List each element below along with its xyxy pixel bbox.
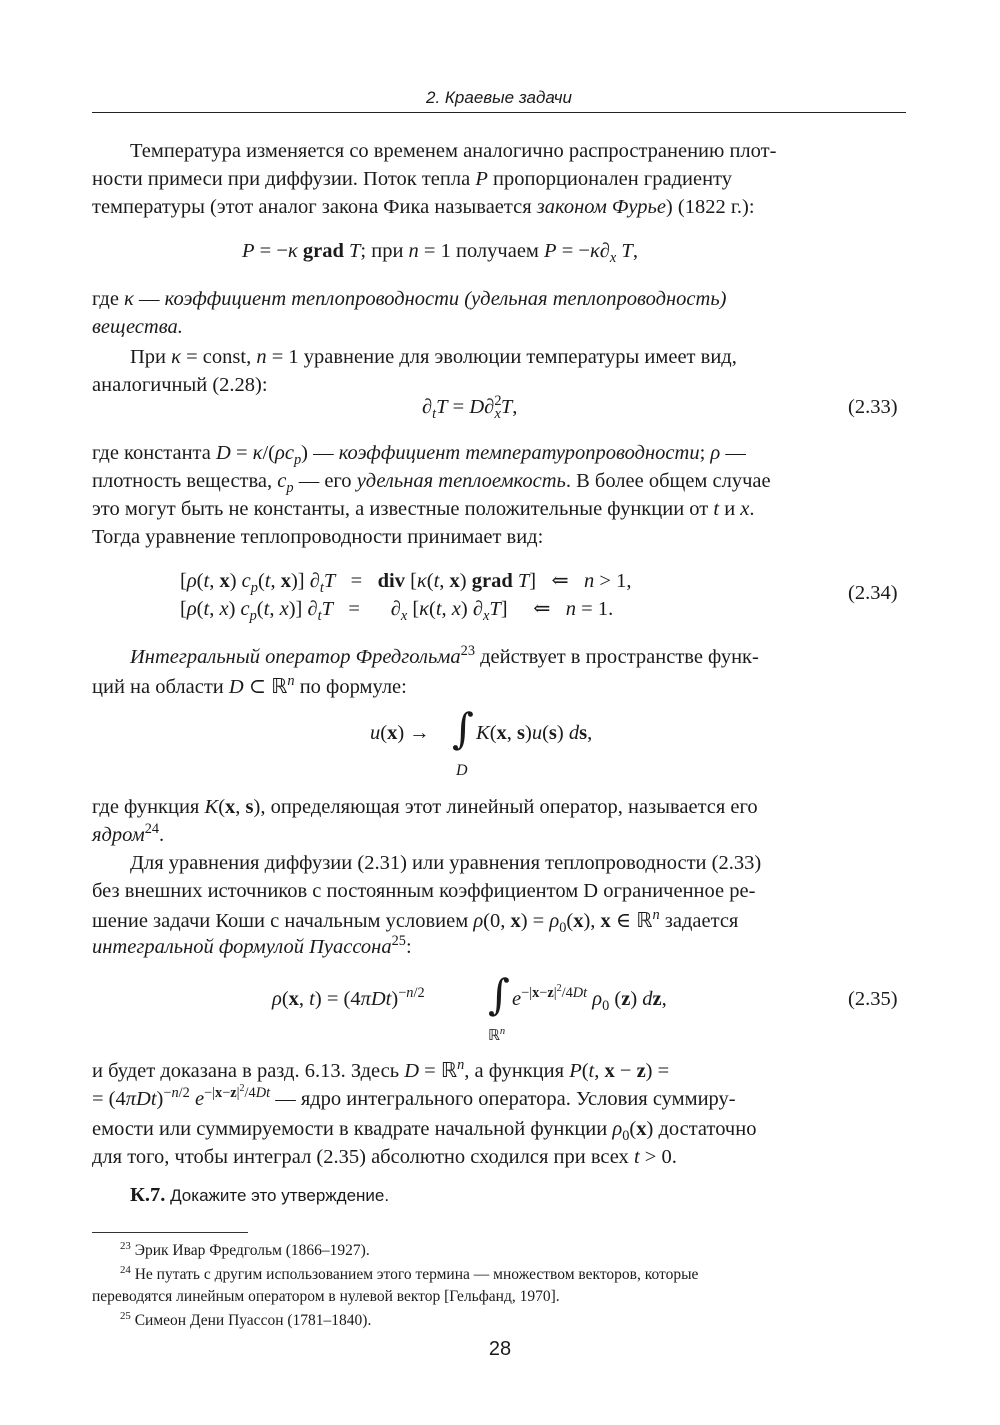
eq-text: получаем — [450, 240, 545, 262]
integral-domain: D — [456, 762, 468, 779]
body-text: Тогда уравнение теплопроводности принимает вид: — [92, 526, 544, 548]
body-text: где функция — [92, 796, 205, 818]
equation-2-33: $\partial_tT = D\partial^2_xT$, — [422, 393, 518, 423]
term-italic: вещества. — [92, 316, 183, 338]
body-text: для того, чтобы интеграл (2.35) абсолютно сходился при всех — [92, 1146, 634, 1168]
header-rule — [92, 112, 906, 113]
footnote-ref: 24 — [144, 821, 160, 838]
body-line — [92, 168, 906, 191]
body-text: по формуле: — [294, 676, 407, 698]
body-text: где — [92, 288, 125, 310]
body-line: для того, чтобы интеграл (2.35) абсолютно сходился при всех t > 0. — [92, 1146, 677, 1168]
term-italic: удельная теплоемкость — [356, 470, 566, 492]
body-line: плотность вещества, $c_p$ — его удельная теплоемкость. В более общем случае — [92, 470, 771, 497]
body-text: емости или суммируемости в квадрате начальной функции — [92, 1118, 613, 1140]
body-text: , а функция — [464, 1060, 570, 1082]
body-line: шение задачи Коши с начальным условием ρ(0, $x) = \rho_0(x)$, x ∈ ℝ$^n$ задается — [92, 907, 739, 937]
body-line — [92, 526, 543, 549]
body-text: достаточно — [653, 1118, 757, 1140]
exercise-label: К.7. — [130, 1184, 166, 1206]
footnote-ref: 23 — [460, 643, 475, 660]
body-line — [92, 196, 906, 219]
term-italic: коэффициент температуропроводности — [338, 442, 700, 464]
footnote-mark: 23 — [120, 1239, 131, 1252]
footnote — [120, 1264, 906, 1286]
integral-sign: ∫ — [452, 704, 474, 753]
footnote-text: Симеон Дени Пуассон (1781–1840). — [130, 1312, 372, 1329]
body-text: это могут быть не константы, а известные положительные функции от — [92, 498, 714, 520]
footnote — [120, 1310, 906, 1332]
eq-text: ; при — [360, 240, 409, 262]
body-text: При — [130, 346, 172, 368]
running-header: 2. Краевые задачи — [426, 88, 572, 107]
body-line — [130, 643, 906, 669]
equation-number: (2.34) — [848, 582, 898, 604]
body-text: и будет доказана в разд. 6.13. Здесь — [92, 1060, 405, 1082]
exercise-k7 — [130, 1184, 389, 1207]
body-line — [130, 140, 906, 163]
body-line: где κ — коэффициент теплопроводности (удельная теплопроводность) — [92, 288, 727, 310]
footnote-mark: 24 — [120, 1263, 131, 1276]
body-text: . В более общем случае — [565, 470, 771, 492]
body-text: аналогичный (2.28): — [92, 374, 268, 396]
body-line — [92, 316, 183, 339]
body-line: емости или суммируемости в квадрате начальной функции $\rho_0(x)$ достаточно — [92, 1118, 757, 1145]
body-text: шение задачи Коши с начальным условием — [92, 910, 474, 932]
body-text: — ядро интегрального оператора. Условия суммиру- — [270, 1088, 736, 1110]
math-var: P — [475, 168, 488, 190]
body-text: задается — [659, 910, 739, 932]
body-line: интегральной формулой Пуассона$^{25}$: — [92, 933, 412, 958]
term-italic: коэффициент теплопроводности (удельная теплопроводность) — [164, 288, 727, 310]
body-line: = $(4\pi Dt)^{-n/2}$ $e^{-|x-z|^2/4Dt}$ — ядро интегрального оператора. Условия суммиру- — [92, 1083, 736, 1110]
footnote-mark: 25 — [120, 1309, 131, 1322]
body-text: где константа — [92, 442, 216, 464]
body-line: При κ = const, n = 1 уравнение для эволюции температуры имеет вид, — [130, 346, 737, 368]
equation-2-35-integrand: $e^{-|x-z|^2/4Dt}$ $\rho_0$ (z) dz, — [512, 983, 667, 1015]
body-text: — его — [293, 470, 357, 492]
term-italic: интегральной формулой Пуассона — [92, 936, 392, 958]
term-italic: ядром — [92, 824, 145, 846]
body-text: температуры (этот аналог закона Фика называется — [92, 196, 537, 218]
body-text: Температура изменяется со временем аналогично распространению плот- — [130, 140, 777, 162]
integral-sign: ∫ — [488, 970, 510, 1019]
body-line: ций на области D ⊂ ℝ$^n$ по формуле: — [92, 673, 407, 698]
body-line — [92, 374, 268, 397]
body-line: где константа $D = \kappa/(\rho c_p)$ — коэффициент температуропроводности; ρ — — [92, 442, 746, 469]
footnote-text: Не путать с другим использованием этого термина — множеством векторов, которые — [130, 1266, 699, 1283]
footnote-ref: 25 — [391, 933, 406, 950]
equation-number: (2.33) — [848, 396, 898, 418]
equation-number: (2.35) — [848, 988, 898, 1010]
term-italic: Интегральный оператор Фредгольма — [130, 646, 461, 668]
page-number: 28 — [488, 1338, 512, 1360]
body-line: это могут быть не константы, а известные положительные функции от t и x. — [92, 498, 755, 520]
body-text: Для уравнения диффузии (2.31) или уравнения теплопроводности (2.33) — [130, 852, 762, 874]
body-line: и будет доказана в разд. 6.13. Здесь D = ℝ$^n$, а функция P(t, x − z) = — [92, 1057, 670, 1082]
footnote-continuation — [92, 1286, 906, 1308]
body-text: действует в пространстве функ- — [474, 646, 759, 668]
equation-fourier: P = −κ grad T; при n = 1 получаем $P = -\kappa\partial_x$ T, — [242, 240, 638, 267]
body-line: ядром$^{24}$. — [92, 821, 165, 846]
footnote-text: Эрик Ивар Фредгольм (1866–1927). — [130, 1242, 370, 1259]
equation-fredholm: u(x) → — [370, 722, 430, 744]
equation-2-35: ρ(x, $t) = (4\pi Dt)^{-n/2}$ — [272, 985, 425, 1010]
body-text: без внешних источников с постоянным коэффициентом D ограниченное ре- — [92, 880, 756, 902]
body-text: ций на области — [92, 676, 229, 698]
equation-2-34-row2: [ρ(t, x) $c_p(t$, x)] $\partial_tT$ = $\partial_x$ [κ(t, x) $\partial_xT$] ⇐ n = 1. — [180, 598, 614, 625]
body-text: ) (1822 г.): — [665, 196, 755, 218]
equation-2-34-row1: [ρ(t, x) $c_p(t$, x)] $\partial_tT$ = div [κ(t, x) grad T] ⇐ n > 1, — [180, 570, 632, 597]
body-text: уравнение для эволюции температуры имеет вид, — [298, 346, 737, 368]
integral-domain: ℝ$^n$ — [488, 1026, 506, 1044]
footnote-text: переводятся линейным оператором в нулевой вектор [Гельфанд, 1970]. — [92, 1288, 560, 1305]
body-line: где функция K(x, s), определяющая этот линейный оператор, называется его — [92, 796, 758, 818]
body-line — [92, 880, 906, 903]
body-text: пропорционален градиенту — [487, 168, 732, 190]
equation-fredholm-integrand: K(x, s)u(s) ds, — [476, 722, 593, 744]
footnote — [120, 1240, 906, 1262]
body-text: , определяющая этот линейный оператор, называется его — [260, 796, 758, 818]
term-italic: законом Фурье — [536, 196, 666, 218]
exercise-text: Докажите это утверждение. — [165, 1186, 390, 1205]
body-text: ности примеси при диффузии. Поток тепла — [92, 168, 476, 190]
body-text: и — [719, 498, 741, 520]
footnote-rule — [92, 1232, 248, 1233]
body-line — [130, 852, 906, 875]
body-text: плотность вещества, — [92, 470, 278, 492]
